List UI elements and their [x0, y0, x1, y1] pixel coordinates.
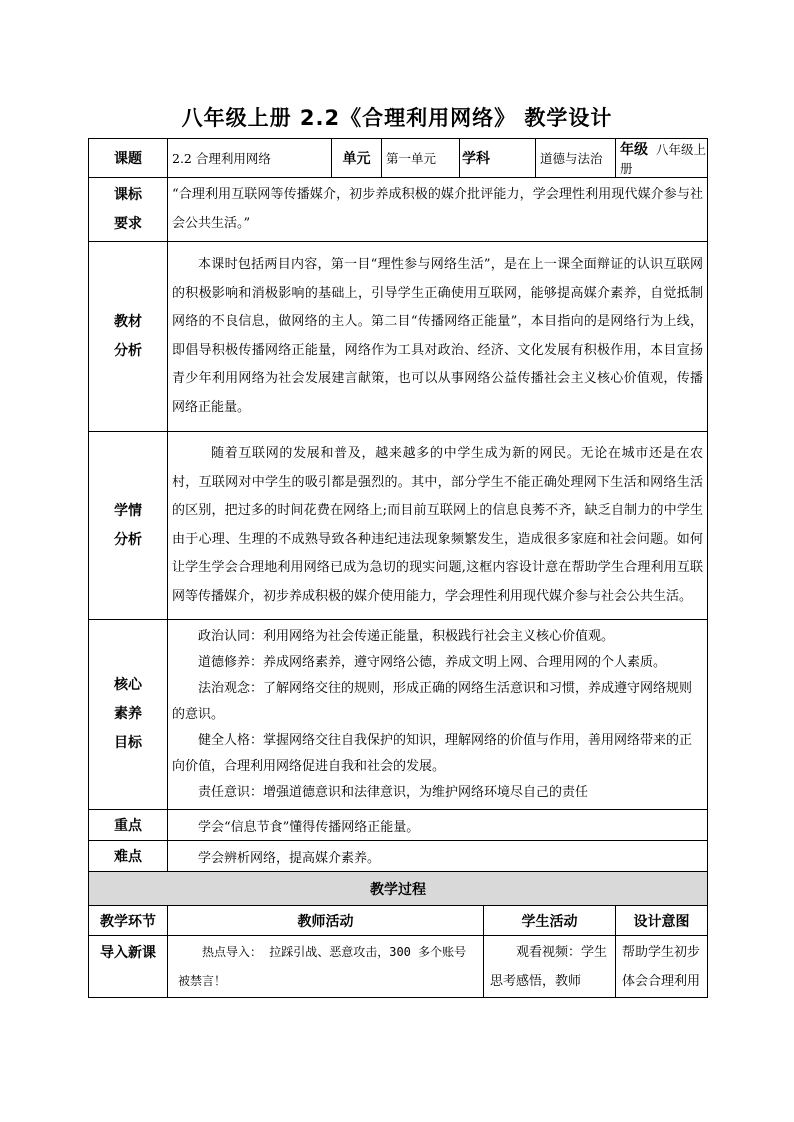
material-label-line2: 分析	[114, 342, 142, 359]
col-stage: 教学环节	[89, 906, 168, 936]
grade-cell	[616, 139, 708, 178]
topic-value: 2.2 合理利用网络	[168, 139, 332, 178]
intent-text: 帮助学生初步体会合理利用	[622, 945, 701, 989]
student-activity-cell	[484, 936, 616, 998]
curriculum-label	[89, 178, 168, 242]
core-label-line2: 素养	[114, 706, 142, 722]
lesson-plan-table	[88, 138, 708, 998]
col-intent: 设计意图	[616, 906, 708, 936]
curriculum-row	[89, 178, 708, 242]
learner-label-line2: 分析	[114, 531, 142, 548]
unit-label: 单元	[332, 139, 382, 178]
topic-label: 课题	[89, 139, 168, 178]
core-text	[168, 620, 708, 810]
core-label-line1: 核心	[114, 677, 142, 693]
learner-row	[89, 432, 708, 620]
curriculum-label-line2: 要求	[114, 215, 142, 232]
intent-cell	[616, 936, 708, 998]
grade-value: 八年级上册	[620, 142, 707, 176]
material-paragraph: 本课时包括两目内容，第一目“理性参与网络生活”，是在上一课全面辩证的认识互联网的积极影响和消极影响的基础上，引导学生正确使用互联网，能够提高媒介素养，自觉抵制网络的不良信息，做网络的主人。第二目“传播网络正能量”，本目指向的是网络行为上线，即倡导积极传播网络正能量，网络作为工具对政治、经济、文化发展有积极作用，本目宣扬青少年利用网络为社会发展建言献策，也可以从事网络公益传播社会主义核心价值观，传播网络正能量。	[172, 257, 704, 415]
material-text	[168, 242, 708, 432]
difficult-point-row	[89, 841, 708, 872]
key-point-row	[89, 810, 708, 841]
core-item: 责任意识：增强道德意识和法律意识，为维护网络环境尽自己的责任	[198, 784, 589, 800]
curriculum-text	[168, 178, 708, 242]
process-heading-row	[89, 872, 708, 906]
material-label-line1: 教材	[114, 313, 142, 330]
unit-value: 第一单元	[382, 139, 460, 178]
learner-text	[168, 432, 708, 620]
key-point-label: 重点	[89, 810, 168, 841]
col-teacher: 教师活动	[168, 906, 484, 936]
core-item: 道德修养：养成网络素养，遵守网络公德，养成文明上网、合理用网的个人素质。	[198, 654, 667, 670]
learner-label-line1: 学情	[114, 502, 142, 519]
page-title: 八年级上册 2.2《合理利用网络》 教学设计	[181, 106, 613, 130]
material-label	[89, 242, 168, 432]
header-row	[89, 139, 708, 178]
learner-label	[89, 432, 168, 620]
stage-cell: 导入新课	[89, 936, 168, 998]
student-activity-text: 观看视频：学生思考感悟，教师	[490, 945, 608, 989]
teacher-activity-cell	[168, 936, 484, 998]
core-label	[89, 620, 168, 810]
process-heading: 教学过程	[89, 872, 708, 906]
curriculum-paragraph: “合理利用互联网等传播媒介，初步养成积极的媒介批评能力，学会理性利用现代媒介参与社会公共生活。”	[172, 187, 704, 231]
material-row	[89, 242, 708, 432]
key-point-text: 学会“信息节食”懂得传播网络正能量。	[168, 810, 708, 841]
subject-label: 学科	[460, 139, 536, 178]
process-row-intro	[89, 936, 708, 998]
core-item: 健全人格：掌握网络交往自我保护的知识，理解网络的价值与作用，善用网络带来的正向价值，合理利用网络促进自我和社会的发展。	[172, 732, 693, 774]
teacher-activity-text: 热点导入： 拉踩引战、恶意攻击，300 多个账号被禁言！	[178, 945, 467, 988]
core-item: 政治认同：利用网络为社会传递正能量，积极践行社会主义核心价值观。	[198, 628, 615, 644]
core-label-line3: 目标	[114, 735, 142, 751]
core-item: 法治观念：了解网络交往的规则，形成正确的网络生活意识和习惯，养成遵守网络规则的意识。	[172, 680, 693, 722]
subject-value: 道德与法治	[536, 139, 616, 178]
col-student: 学生活动	[484, 906, 616, 936]
grade-label: 年级	[620, 142, 649, 158]
curriculum-label-line1: 课标	[114, 186, 142, 203]
difficult-point-label: 难点	[89, 841, 168, 872]
difficult-point-text: 学会辨析网络，提高媒介素养。	[168, 841, 708, 872]
learner-paragraph: 随着互联网的发展和普及，越来越多的中学生成为新的网民。无论在城市还是在农村，互联网对中学生的吸引都是强烈的。其中，部分学生不能正确处理网下生活和网络生活的区别，把过多的时间花费在网络上;而目前互联网上的信息良莠不齐，缺乏自制力的中学生由于心理、生理的不成熟导致各种违纪违法现象频繁发生，造成很多家庭和社会问题。如何让学生学会合理地利用网络已成为急切的现实问题,这框内容设计意在帮助学生合理利用互联网等传播媒介，初步养成积极的媒介使用能力，学会理性利用现代媒介参与社会公共生活。	[172, 446, 704, 604]
process-column-headers	[89, 906, 708, 936]
core-row	[89, 620, 708, 810]
